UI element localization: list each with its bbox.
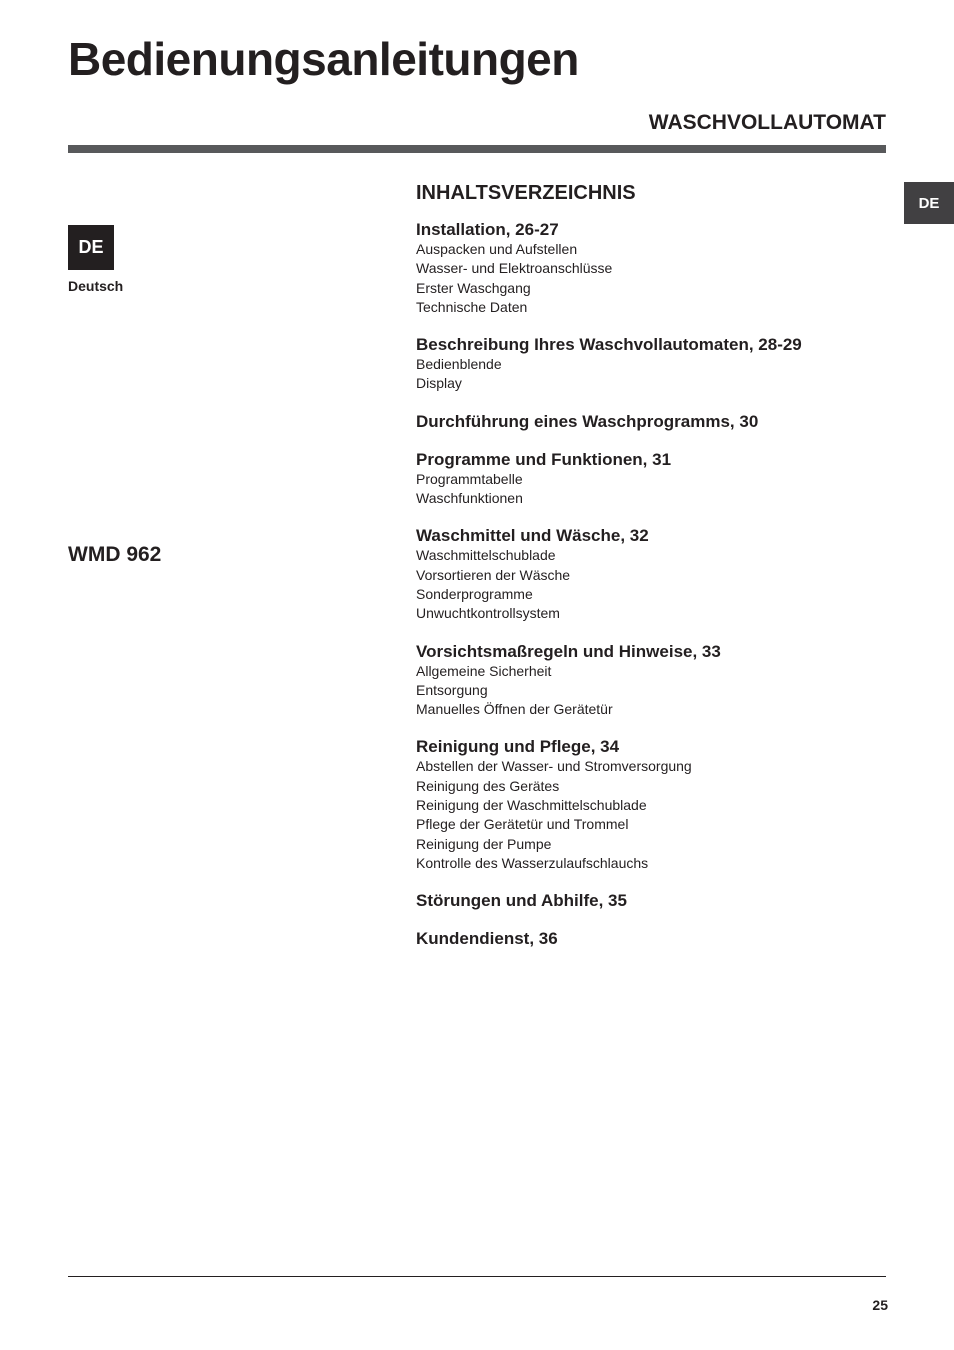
toc-item: Entsorgung — [416, 681, 488, 698]
table-of-contents — [416, 180, 896, 967]
product-type: WASCHVOLLAUTOMAT — [648, 111, 886, 134]
toc-item: Reinigung des Gerätes — [416, 777, 560, 794]
toc-section-title: Beschreibung Ihres Waschvollautomaten, 28-29 — [416, 335, 802, 355]
toc-item: Allgemeine Sicherheit — [416, 662, 552, 679]
toc-item: Waschmittelschublade — [416, 547, 556, 564]
toc-item: Bedienblende — [416, 356, 502, 373]
toc-item: Auspacken und Aufstellen — [416, 241, 578, 257]
toc-section — [416, 891, 896, 911]
header-divider — [68, 145, 886, 153]
footer-divider — [68, 1276, 886, 1277]
page-title: Bedienungsanleitungen — [68, 33, 579, 85]
toc-section — [416, 412, 896, 432]
toc-section-title: Kundendienst, 36 — [416, 929, 558, 949]
toc-item: Reinigung der Pumpe — [416, 835, 552, 852]
toc-item: Vorsortieren der Wäsche — [416, 566, 571, 583]
toc-item: Abstellen der Wasser- und Stromversorgung — [416, 758, 692, 775]
toc-section-title: Installation, 26-27 — [416, 220, 559, 239]
toc-heading: INHALTSVERZEICHNIS — [416, 182, 636, 204]
language-name: Deutsch — [68, 278, 124, 294]
toc-section — [416, 335, 896, 394]
toc-section — [416, 737, 896, 873]
toc-section — [416, 450, 896, 509]
model-name: WMD 962 — [68, 543, 162, 566]
toc-section — [416, 526, 896, 623]
toc-item: Wasser- und Elektroanschlüsse — [416, 260, 613, 277]
language-tab: DE — [904, 182, 954, 224]
toc-sections — [416, 220, 896, 949]
page-number: 25 — [872, 1297, 888, 1313]
toc-section-title: Vorsichtsmaßregeln und Hinweise, 33 — [416, 641, 721, 661]
toc-item: Sonderprogramme — [416, 585, 533, 602]
toc-item: Erster Waschgang — [416, 279, 531, 296]
toc-item: Display — [416, 375, 462, 392]
language-badge: DE — [68, 225, 114, 270]
toc-section-title: Reinigung und Pflege, 34 — [416, 737, 620, 757]
toc-item: Manuelles Öffnen der Gerätetür — [416, 701, 613, 718]
toc-item: Technische Daten — [416, 298, 528, 315]
toc-section-title: Störungen und Abhilfe, 35 — [416, 891, 627, 911]
toc-section — [416, 642, 896, 720]
toc-section — [416, 220, 896, 317]
toc-item: Kontrolle des Wasserzulaufschlauchs — [416, 854, 649, 871]
toc-section-title: Waschmittel und Wäsche, 32 — [416, 526, 649, 546]
toc-item: Pflege der Gerätetür und Trommel — [416, 816, 629, 833]
toc-item: Unwuchtkontrollsystem — [416, 605, 560, 622]
toc-item: Waschfunktionen — [416, 490, 523, 507]
toc-section — [416, 929, 896, 949]
toc-section-title: Programme und Funktionen, 31 — [416, 449, 672, 469]
toc-section-title: Durchführung eines Waschprogramms, 30 — [416, 411, 759, 431]
toc-item: Reinigung der Waschmittelschublade — [416, 797, 647, 814]
toc-item: Programmtabelle — [416, 470, 523, 487]
